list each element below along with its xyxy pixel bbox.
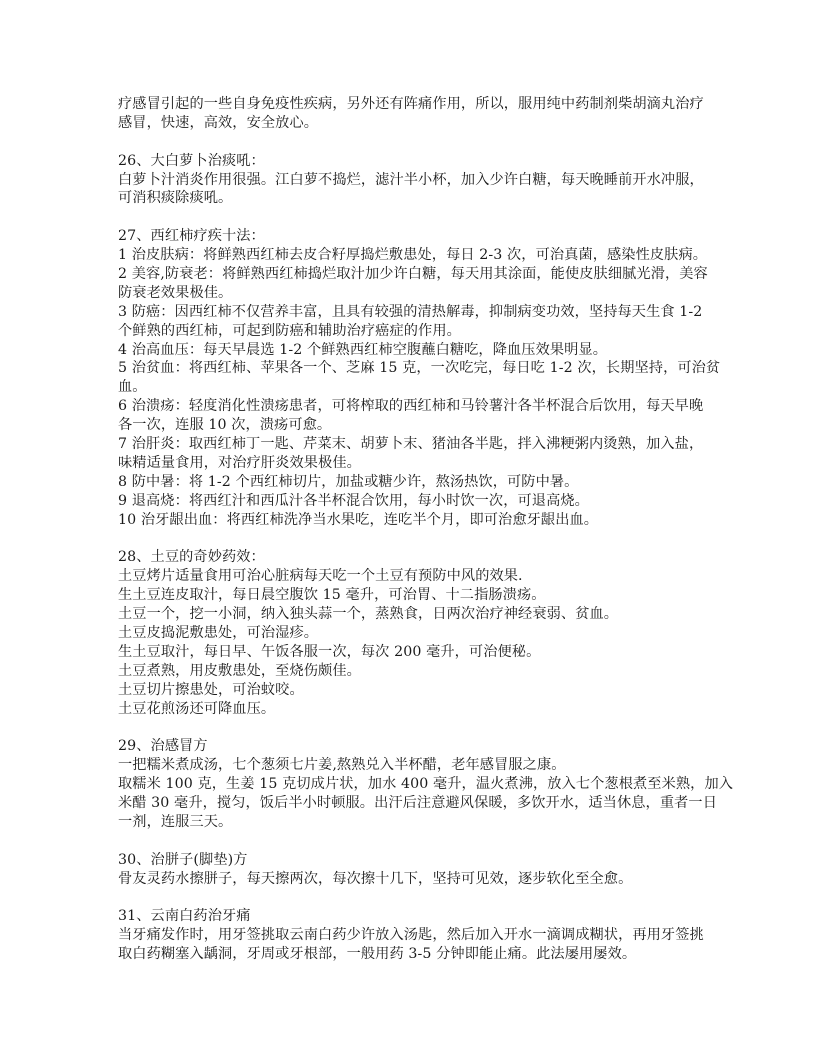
section: [118, 548, 718, 718]
text-line: 土豆一个，挖一小洞，纳入独头蒜一个，蒸熟食，日两次治疗神经衰弱、贫血。: [118, 606, 619, 623]
text-line: 3 防癌：因西红柿不仅营养丰富，且具有较强的清热解毒，抑制病变功效，坚持每天生食 1-2: [118, 303, 703, 320]
text-line: 味精适量食用，对治疗肝炎效果极佳。: [118, 454, 361, 471]
section: [118, 737, 734, 831]
document-body: [118, 95, 734, 983]
text-line: 5 治贫血：将西红柿、苹果各一个、芝麻 15 克，一次吃完，每日吃 1-2 次，长期坚持，可治贫: [118, 360, 721, 377]
section: [118, 227, 721, 529]
text-line: 一剂，连服三天。: [118, 813, 233, 830]
text-line: 1 治皮肤病：将鲜熟西红柿去皮合籽厚捣烂敷患处，每日 2-3 次，可治真菌，感染性皮肤病。: [118, 247, 708, 264]
text-line: 取糯米 100 克，生姜 15 克切成片状，加水 400 毫升，温火煮沸，放入七个葱根煮至米熟，加入: [118, 776, 734, 793]
text-line: 土豆皮捣泥敷患处，可治湿疹。: [118, 624, 319, 641]
text-line: 4 治高血压：每天早晨选 1-2 个鲜熟西红柿空腹蘸白糖吃，降血压效果明显。: [118, 341, 608, 358]
text-line: 2 美容,防衰老：将鲜熟西红柿捣烂取汁加少许白糖，每天用其涂面，能使皮肤细腻光滑，美容: [118, 266, 708, 283]
section: [118, 907, 718, 964]
section-heading: 31、云南白药治牙痛: [118, 908, 251, 925]
section-heading: 27、西红柿疗疾十法：: [118, 228, 265, 245]
text-line: 个鲜熟的西红柿，可起到防癌和辅助治疗癌症的作用。: [118, 322, 461, 339]
text-line: 生土豆取汁，每日早、午饭各服一次，每次 200 毫升，可治便秘。: [118, 643, 541, 660]
text-line: 防衰老效果极佳。: [118, 284, 233, 301]
text-line: 疗感冒引起的一些自身免疫性疾病，另外还有阵痛作用，所以，服用纯中药制剂柴胡滴丸治疗: [118, 96, 704, 112]
text-line: 可消积痰除痰吼。: [118, 190, 233, 207]
text-line: 取白药糊塞入龋洞，牙周或牙根部，一般用药 3-5 分钟即能止痛。此法屡用屡效。: [118, 946, 637, 963]
section-heading: 29、治感冒方: [118, 738, 208, 755]
text-line: 8 防中暑：将 1-2 个西红柿切片，加盐或糖少许，熬汤热饮，可防中暑。: [118, 473, 579, 490]
section: [118, 851, 718, 889]
text-line: 血。: [118, 379, 147, 396]
section-heading: 30、治胼子(脚垫)方: [118, 851, 248, 868]
text-line: 土豆切片擦患处，可治蚊咬。: [118, 681, 304, 698]
text-line: 土豆烤片适量食用可治心脏病每天吃一个土豆有预防中风的效果.: [118, 568, 523, 585]
text-line: 生土豆连皮取汁，每日晨空腹饮 15 毫升，可治胃、十二指肠溃疡。: [118, 587, 546, 604]
text-line: 土豆煮熟，用皮敷患处，至烧伤颇佳。: [118, 662, 361, 679]
text-line: 白萝卜汁消炎作用很强。江白萝不捣烂，滤汁半小杯，加入少许白糖，每天晚睡前开水冲服，: [118, 171, 704, 188]
text-line: 各一次，连服 10 次，溃疡可愈。: [118, 417, 332, 434]
text-line: 感冒，快速，高效，安全放心。: [118, 114, 319, 131]
text-line: 当牙痛发作时，用牙签挑取云南白药少许放入汤匙，然后加入开水一滴调成糊状，再用牙签挑: [118, 927, 704, 944]
section-heading: 26、大白萝卜治痰吼：: [118, 152, 265, 169]
text-line: 一把糯米煮成汤，七个葱须七片姜,熬熟兑入半杯醋，老年感冒服之康。: [118, 757, 566, 774]
text-line: 6 治溃疡：轻度消化性溃疡患者，可将榨取的西红柿和马铃薯汁各半杯混合后饮用，每天早晚: [118, 398, 704, 415]
text-line: 10 治牙龈出血：将西红柿洗净当水果吃，连吃半个月，即可治愈牙龈出血。: [118, 511, 599, 528]
text-line: 7 治肝炎：取西红柿丁一匙、芹菜末、胡萝卜末、猪油各半匙，拌入沸粳粥内烫熟，加入盐，: [118, 436, 704, 453]
section: [118, 95, 718, 133]
section: [118, 152, 718, 209]
text-line: 9 退高烧：将西红汁和西瓜汁各半杯混合饮用，每小时饮一次，可退高烧。: [118, 492, 589, 509]
section-heading: 28、土豆的奇妙药效：: [118, 549, 265, 566]
text-line: 米醋 30 毫升，搅匀，饭后半小时顿服。出汗后注意避风保暖，多饮开水，适当休息，重者一日: [118, 794, 717, 811]
text-line: 骨友灵药水擦胼子，每天擦两次，每次擦十几下，坚持可见效，逐步软化至全愈。: [118, 870, 633, 887]
text-line: 土豆花煎汤还可降血压。: [118, 700, 276, 717]
